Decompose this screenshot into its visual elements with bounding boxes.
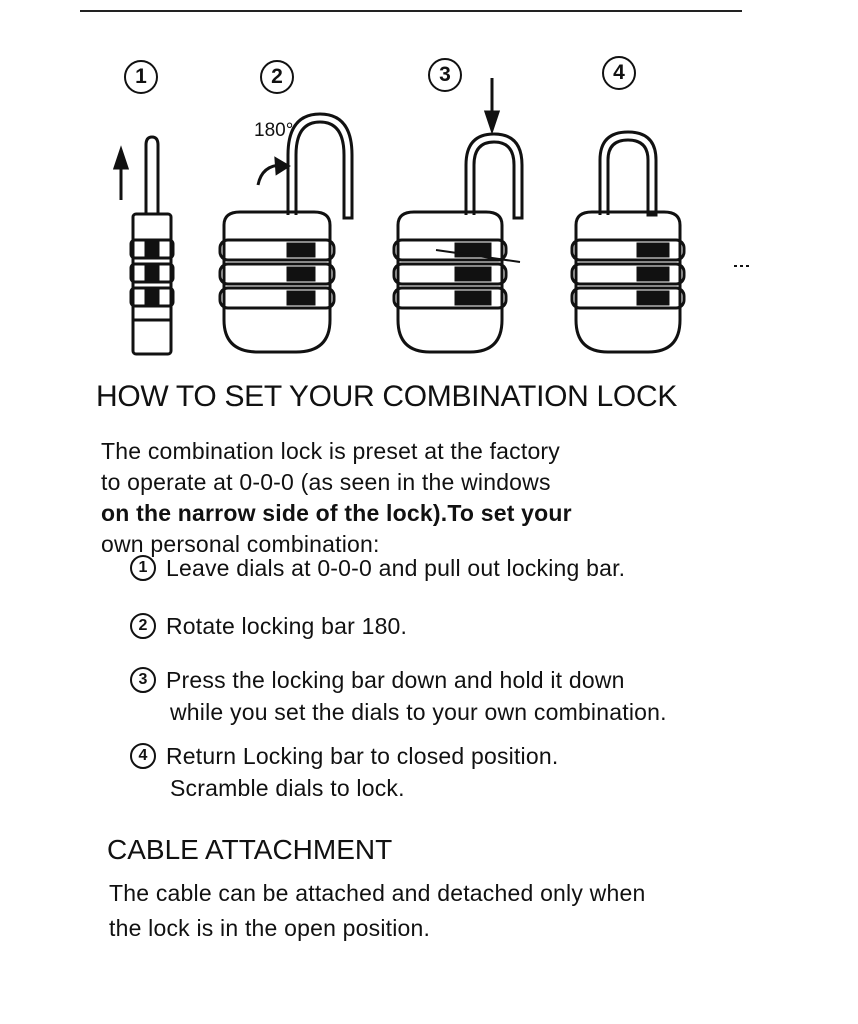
intro-line: own personal combination: [101,531,380,557]
instructions-heading: HOW TO SET YOUR COMBINATION LOCK [96,380,678,413]
instruction-step-4 [130,740,558,804]
step-number-badge: 1 [130,555,156,581]
step-text: Press the locking bar down and hold it down [166,667,625,693]
intro-paragraph [101,436,572,560]
lock-steps-illustration [0,0,858,370]
intro-line: to operate at 0-0-0 (as seen in the windows [101,469,551,495]
step-text: Rotate locking bar 180. [166,613,408,639]
instruction-step-2 [130,610,407,642]
figure-step-1-number: 1 [124,60,158,94]
step-number-badge: 4 [130,743,156,769]
step-text-continued: while you set the dials to your own combination. [170,699,667,725]
step-number-badge: 3 [130,667,156,693]
lock-closed [572,132,752,352]
step-text-continued: Scramble dials to lock. [170,775,405,801]
cable-line: The cable can be attached and detached only when [109,880,646,906]
rotation-angle-label: 180° [254,120,294,141]
instruction-step-3 [130,664,667,728]
step-number-badge: 2 [130,613,156,639]
step-text: Leave dials at 0-0-0 and pull out locking bar. [166,555,626,581]
lock-side-view [115,137,173,354]
intro-line: on the narrow side of the lock).To set your [101,500,572,526]
figure-step-4-number: 4 [602,56,636,90]
cable-paragraph [109,876,645,946]
cable-line: the lock is in the open position. [109,915,431,941]
lock-press-down [394,78,522,352]
lock-rotated-shackle [220,114,352,352]
step-text: Return Locking bar to closed position. [166,743,559,769]
figure-step-2-number: 2 [260,60,294,94]
instruction-step-1 [130,552,625,584]
intro-line: The combination lock is preset at the factory [101,438,560,464]
figure-step-3-number: 3 [428,58,462,92]
cable-heading: CABLE ATTACHMENT [107,834,393,865]
